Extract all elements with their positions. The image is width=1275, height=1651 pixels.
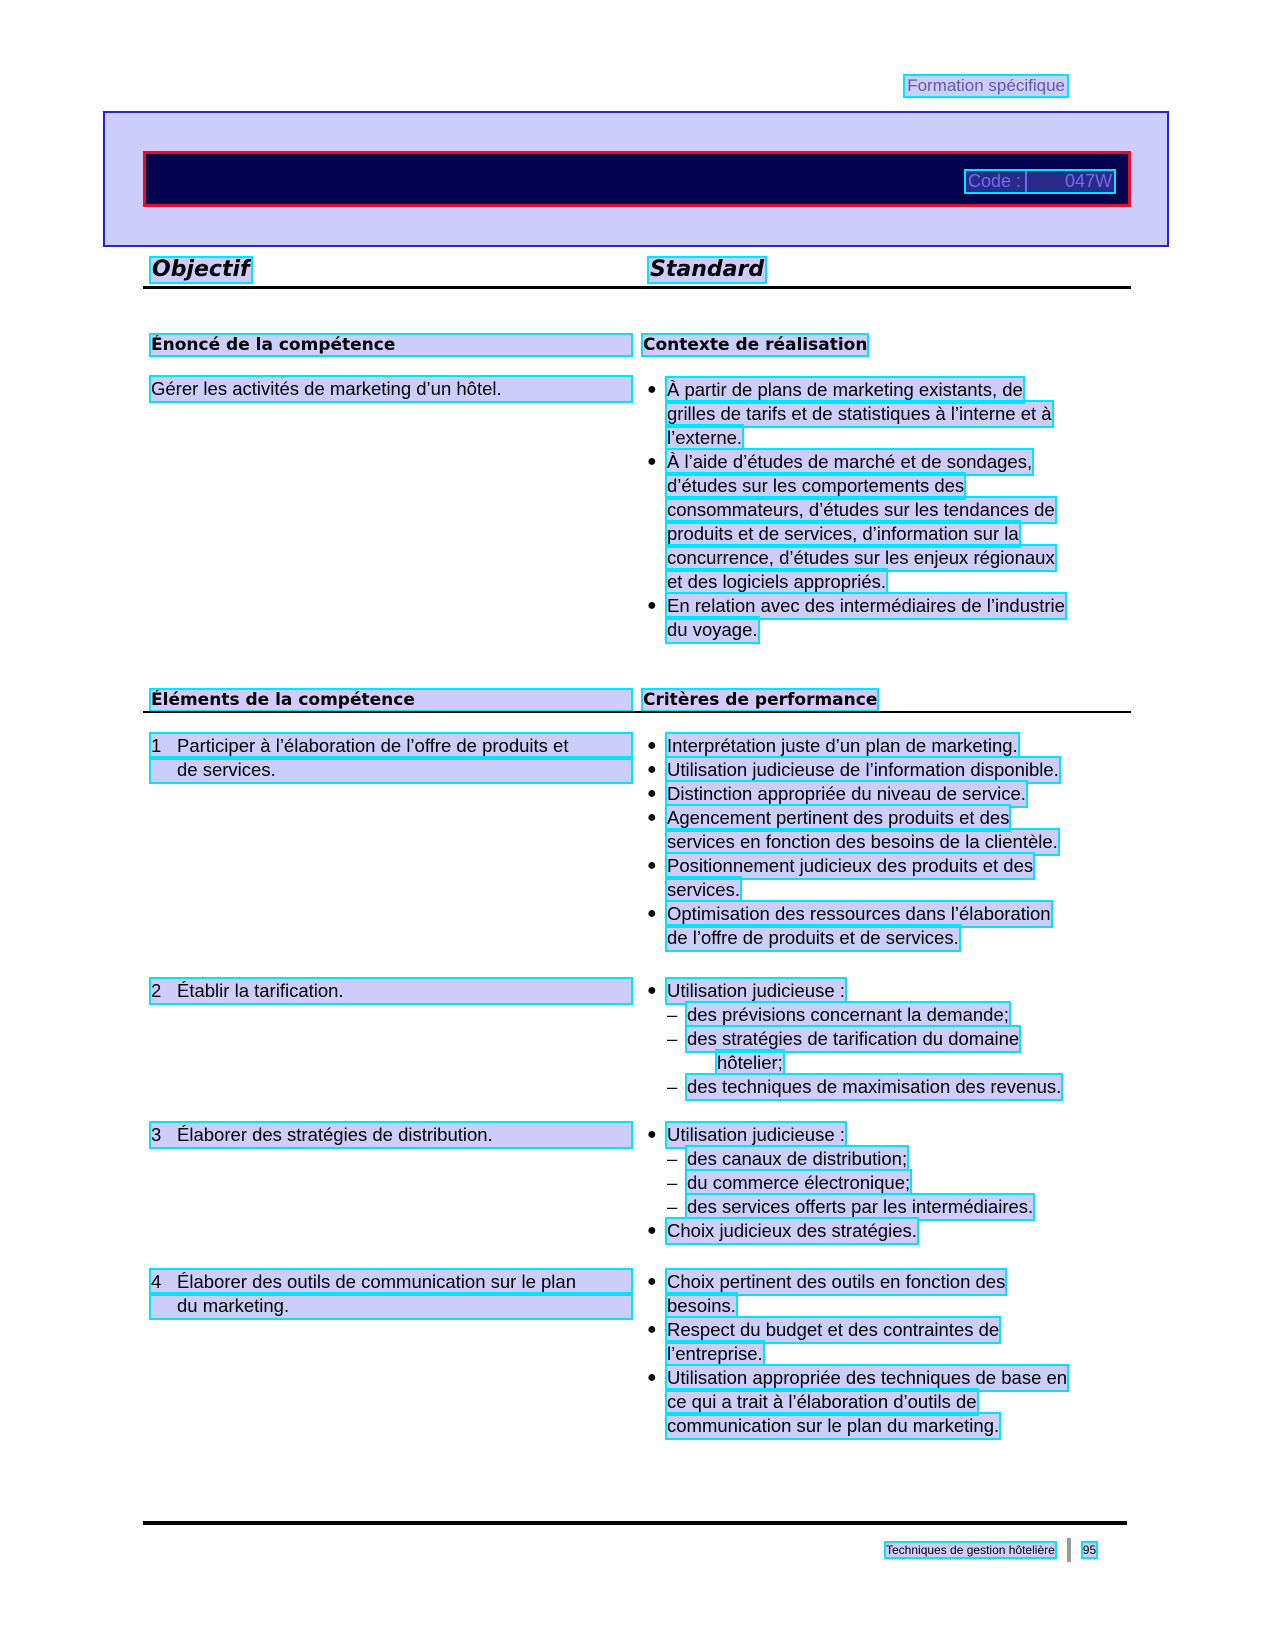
sub-item-line: du commerce électronique;: [687, 1172, 911, 1193]
bullet-icon: ●: [647, 982, 657, 999]
bullet-icon: ●: [647, 1126, 657, 1143]
criteria-list-1: [645, 734, 1125, 950]
list-item-line: Respect du budget et des contraintes de: [667, 1319, 1000, 1340]
code-value: 047W: [1065, 171, 1113, 191]
code-label: Code :: [968, 171, 1022, 191]
list-item-line: du voyage.: [667, 619, 758, 640]
sub-item-line: des stratégies de tarification du domaine: [687, 1028, 1020, 1049]
list-item-line: Utilisation judicieuse de l’information disponible.: [667, 759, 1059, 780]
element-text: Participer à l’élaboration de l’offre de produits et: [177, 735, 569, 756]
list-item-line: En relation avec des intermédiaires de l’industrie: [667, 595, 1065, 616]
list-item-line: besoins.: [667, 1295, 736, 1316]
bullet-icon: ●: [647, 737, 657, 754]
section-title-elements: Éléments de la compétence: [151, 690, 631, 710]
element-number: 4: [151, 1271, 162, 1292]
element-text: Élaborer des outils de communication sur le plan: [177, 1271, 576, 1292]
list-item-line: Utilisation judicieuse :: [667, 980, 845, 1001]
sub-item: [645, 1195, 1125, 1219]
dash-icon: –: [667, 1028, 678, 1049]
list-item-line: de l’offre de produits et de services.: [667, 927, 959, 948]
sub-item: [645, 1147, 1125, 1171]
list-item-line: concurrence, d’études sur les enjeux régionaux: [667, 547, 1055, 568]
element-1: [151, 734, 631, 782]
bullet-icon: ●: [647, 1222, 657, 1239]
list-item-line: consommateurs, d’études sur les tendances de: [667, 499, 1055, 520]
element-number: 2: [151, 980, 162, 1001]
list-item-line: grilles de tarifs et de statistiques à l’interne et à: [667, 403, 1052, 424]
element-2: [151, 979, 631, 1003]
section-title-enonce: Énoncé de la compétence: [151, 335, 631, 355]
bullet-icon: ●: [647, 1273, 657, 1290]
list-item-line: l’entreprise.: [667, 1343, 763, 1364]
sub-item-line: des canaux de distribution;: [687, 1148, 908, 1169]
section-title-criteres: Critères de performance: [643, 690, 878, 710]
dash-icon: –: [667, 1004, 678, 1025]
list-item-line: services.: [667, 879, 740, 900]
list-item: [645, 594, 1125, 642]
bullet-icon: ●: [647, 761, 657, 778]
list-item: [645, 378, 1125, 450]
bullet-icon: ●: [647, 905, 657, 922]
context-list: [645, 378, 1125, 642]
bullet-icon: ●: [647, 809, 657, 826]
list-item-line: services en fonction des besoins de la clientèle.: [667, 831, 1058, 852]
list-item-line: et des logiciels appropriés.: [667, 571, 887, 592]
criteria-list-4: [645, 1270, 1125, 1438]
sub-item-line: des prévisions concernant la demande;: [687, 1004, 1009, 1025]
dash-icon: –: [667, 1172, 678, 1193]
element-4: [151, 1270, 631, 1318]
list-item-line: l’externe.: [667, 427, 743, 448]
dash-icon: –: [667, 1196, 678, 1217]
list-item: [645, 806, 1125, 854]
sub-item-line: des services offerts par les intermédiaires.: [687, 1196, 1034, 1217]
list-item-line: communication sur le plan du marketing.: [667, 1415, 1000, 1436]
list-item: [645, 1123, 1125, 1147]
list-item-line: Positionnement judicieux des produits et des: [667, 855, 1034, 876]
section-title-contexte: Contexte de réalisation: [643, 335, 868, 355]
heading-rule: [143, 286, 1131, 289]
list-item-line: produits et de services, d’information sur la: [667, 523, 1019, 544]
list-item-line: Agencement pertinent des produits et des: [667, 807, 1010, 828]
dash-icon: –: [667, 1076, 678, 1097]
sub-item: [645, 1075, 1125, 1099]
list-item: [645, 854, 1125, 902]
list-item: [645, 758, 1125, 782]
top-label: Formation spécifique: [907, 76, 1065, 95]
criteria-list-2: [645, 979, 1125, 1099]
bullet-icon: ●: [647, 785, 657, 802]
element-number: 1: [151, 735, 162, 756]
element-number: 3: [151, 1124, 162, 1145]
column-heading-objectif: Objectif: [152, 257, 250, 282]
element-3: [151, 1123, 631, 1147]
criteria-list-3: [645, 1123, 1125, 1243]
competence-statement: Gérer les activités de marketing d’un hôtel.: [151, 377, 631, 401]
list-item-line: ce qui a trait à l’élaboration d’outils de: [667, 1391, 977, 1412]
list-item-line: Choix judicieux des stratégies.: [667, 1220, 917, 1241]
sub-item-line: hôtelier;: [717, 1052, 783, 1073]
list-item: [645, 782, 1125, 806]
page-number: 95: [1082, 1543, 1097, 1557]
element-text: du marketing.: [177, 1295, 290, 1316]
list-item: [645, 1270, 1125, 1318]
bullet-icon: ●: [647, 453, 657, 470]
code-separator: [1025, 171, 1065, 192]
element-text: Élaborer des stratégies de distribution.: [177, 1124, 493, 1145]
list-item-line: Optimisation des ressources dans l’élaboration: [667, 903, 1051, 924]
list-item-line: À l’aide d’études de marché et de sondages,: [667, 451, 1033, 472]
list-item: [645, 902, 1125, 950]
section-rule: [143, 711, 1131, 713]
bullet-icon: ●: [647, 381, 657, 398]
bullet-icon: ●: [647, 597, 657, 614]
footer-separator: [1067, 1538, 1071, 1562]
list-item-line: Choix pertinent des outils en fonction des: [667, 1271, 1006, 1292]
list-item-line: Interprétation juste d’un plan de marketing.: [667, 735, 1018, 756]
element-text: Établir la tarification.: [177, 980, 344, 1001]
list-item: [645, 450, 1125, 594]
list-item: [645, 734, 1125, 758]
sub-item-line: des techniques de maximisation des revenus.: [687, 1076, 1062, 1097]
bullet-icon: ●: [647, 1321, 657, 1338]
footer-program: Techniques de gestion hôtelière: [886, 1543, 1055, 1557]
sub-item: [645, 1171, 1125, 1195]
list-item: [645, 979, 1125, 1003]
list-item-line: À partir de plans de marketing existants, de: [667, 379, 1023, 400]
bullet-icon: ●: [647, 857, 657, 874]
element-text: de services.: [177, 759, 276, 780]
code-box: [966, 171, 1114, 192]
list-item-line: Utilisation judicieuse :: [667, 1124, 845, 1145]
footer: [886, 1538, 1096, 1562]
list-item: [645, 1366, 1125, 1438]
footer-rule: [143, 1521, 1127, 1525]
sub-item: [645, 1003, 1125, 1027]
column-heading-standard: Standard: [650, 257, 765, 282]
list-item-line: Distinction appropriée du niveau de service.: [667, 783, 1026, 804]
dash-icon: –: [667, 1148, 678, 1169]
list-item: [645, 1318, 1125, 1366]
list-item-line: d’études sur les comportements des: [667, 475, 965, 496]
list-item-line: Utilisation appropriée des techniques de base en: [667, 1367, 1068, 1388]
list-item: [645, 1219, 1125, 1243]
bullet-icon: ●: [647, 1369, 657, 1386]
sub-item: [645, 1027, 1125, 1075]
